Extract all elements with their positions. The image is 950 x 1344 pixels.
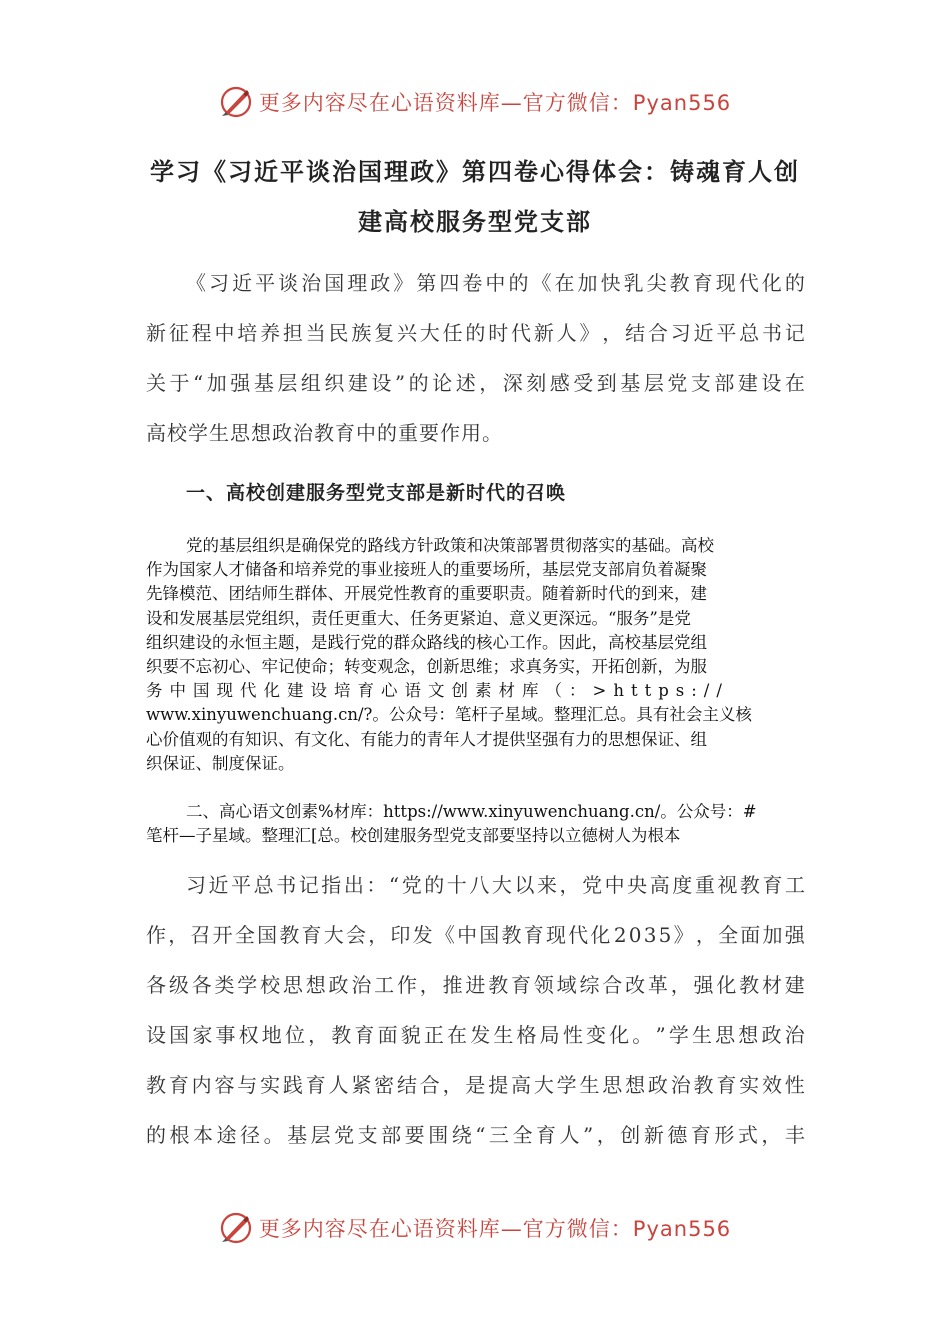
section-1-line: 组织建设的永恒主题，是践行党的群众路线的核心工作。因此，高校基层党组 [146, 632, 707, 652]
section-1-paragraph [146, 534, 810, 776]
section-1-line: 设和发展基层党组织，责任更重大、任务更紧迫、意义更深远。“服务”是党 [146, 608, 691, 628]
intro-line: 关 于 “ 加 强 基 层 组 织 建 设 ” 的 论 述 ， 深 刻 感 受 到 基 层 党 支 部 建 设 在 [146, 371, 806, 395]
section-1-line: 先锋模范、团结师生群体、开展党性教育的重要职责。随着新时代的到来，建 [146, 584, 707, 604]
section-1-line: 织要不忘初心、牢记使命；转变观念，创新思维；求真务实，开拓创新，为服 [146, 656, 707, 676]
section-2-line: 二、高心语文创素%材库：https://www.xinyuwenchuang.cn/。公众号：# [186, 802, 757, 821]
quote-line: 各 级 各 类 学 校 思 想 政 治 工 作 ， 推 进 教 育 领 域 综 合 改 革 ， 强 化 教 材 建 [146, 973, 806, 997]
banner-text: 更多内容尽在心语资料库—官方微信：Pyan556 [258, 91, 732, 115]
quote-line: 作 ， 召 开 全 国 教 育 大 会 ， 印 发 《 中 国 教 育 现 代 化 2 0 3 5 》 ， 全 面 加 强 [146, 923, 806, 947]
footer-banner [0, 1208, 950, 1248]
document-title-line-2: 建高校服务型党支部 [358, 208, 592, 236]
quote-paragraph [146, 860, 806, 1160]
quote-line: 习 近 平 总 书 记 指 出 ： “ 党 的 十 八 大 以 来 ， 党 中 央 高 度 重 视 教 育 工 [186, 873, 806, 897]
intro-paragraph [146, 258, 806, 458]
header-banner [0, 82, 950, 122]
banner-text: 更多内容尽在心语资料库—官方微信：Pyan556 [258, 1217, 732, 1241]
section-1-line: www.xinyuwenchuang.cn/?。公众号：笔杆子星域。整理汇总。具有社会主义核 [146, 705, 752, 725]
intro-line: 新 征 程 中 培 养 担 当 民 族 复 兴 大 任 的 时 代 新 人 》 ， 结 合 习 近 平 总 书 记 [146, 321, 806, 345]
section-1-line: 作为国家人才储备和培养党的事业接班人的重要场所，基层党支部肩负着凝聚 [146, 560, 707, 580]
intro-line: 高校学生思想政治教育中的重要作用。 [146, 421, 503, 445]
quote-line: 教 育 内 容 与 实 践 育 人 紧 密 结 合 ， 是 提 高 大 学 生 思 想 政 治 教 育 实 效 性 [146, 1073, 806, 1097]
section-1-line: 织保证、制度保证。 [146, 753, 295, 773]
document-title-line-1: 学习《习近平谈治国理政》第四卷心得体会：铸魂育人创 [150, 158, 800, 186]
section-1-heading: 一、高校创建服务型党支部是新时代的召唤 [186, 482, 567, 504]
quote-line: 的 根 本 途 径 。 基 层 党 支 部 要 围 绕 “ 三 全 育 人 ” ， 创 新 德 育 形 式 ， 丰 [146, 1123, 806, 1147]
quote-line: 设 国 家 事 权 地 位 ， 教 育 面 貌 正 在 发 生 格 局 性 变 化 。 ” 学 生 思 想 政 治 [146, 1023, 806, 1047]
section-1-line: 党的基层组织是确保党的路线方针政策和决策部署贯彻落实的基础。高校 [186, 536, 714, 555]
section-2-heading [146, 800, 810, 848]
pen-logo-icon [219, 1211, 253, 1245]
section-1-line: 务中国现代化建设培育心语文创素材库（：>https:// [146, 681, 729, 701]
intro-line: 《 习 近 平 谈 治 国 理 政 》 第 四 卷 中 的 《 在 加 快 乳 尖 教 育 现 代 化 的 [186, 271, 806, 295]
section-1-line: 心价值观的有知识、有文化、有能力的青年人才提供坚强有力的思想保证、组 [146, 729, 707, 749]
section-2-line: 笔杆—子星域。整理汇[总。校创建服务型党支部要坚持以立德树人为根本 [146, 826, 681, 846]
pen-logo-icon [219, 85, 253, 119]
